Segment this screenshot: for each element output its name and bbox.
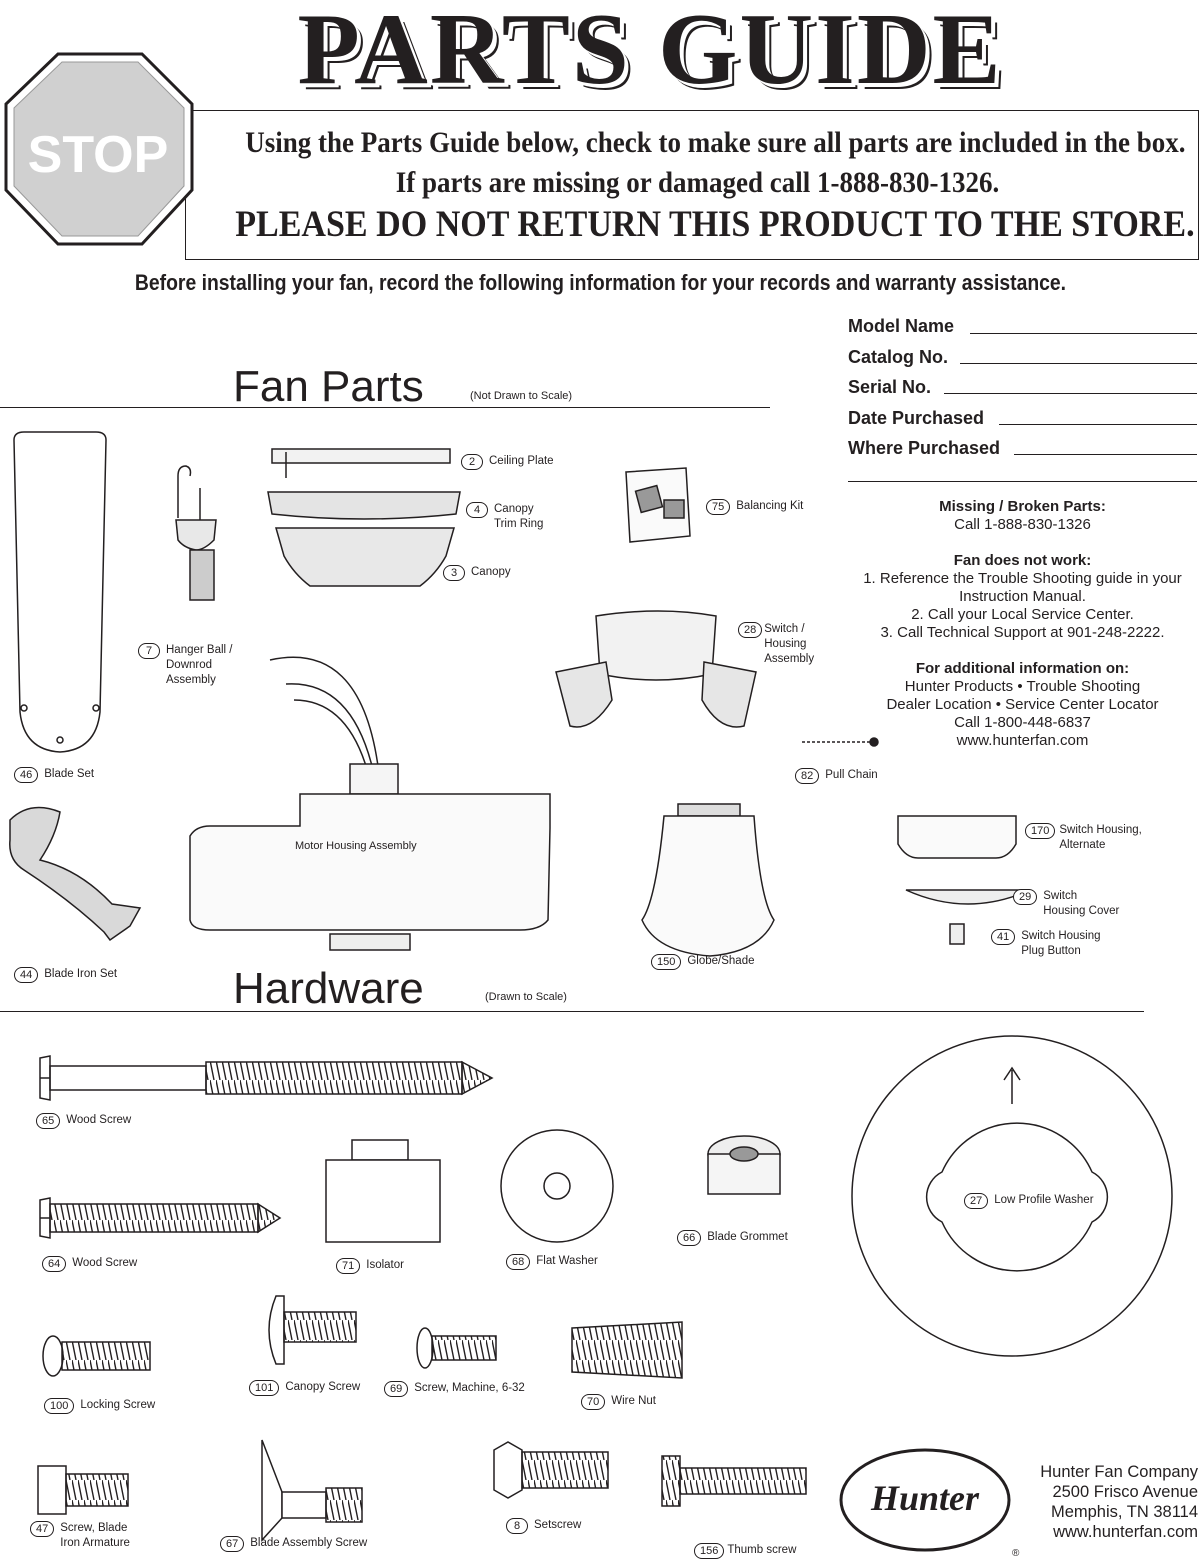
machine-screw-head xyxy=(417,1328,433,1368)
company-name: Hunter Fan Company xyxy=(1040,1463,1198,1481)
company-address xyxy=(1020,1462,1198,1542)
part-number: 28 xyxy=(738,622,762,638)
part-number: 29 xyxy=(1013,889,1037,905)
part-number: 67 xyxy=(220,1536,244,1552)
hw-machine-screw xyxy=(384,1381,525,1397)
warning-line-1: Using the Parts Guide below, check to make sure all parts are included in the box. xyxy=(245,126,1186,159)
hunter-logo-text: Hunter xyxy=(870,1478,980,1518)
info-3: Call 1-800-448-6837 xyxy=(954,714,1091,731)
part-number: 3 xyxy=(443,565,465,581)
part-label: Wood Screw xyxy=(72,1257,138,1269)
info-4: www.hunterfan.com xyxy=(956,732,1089,749)
wire-nut-drawing xyxy=(572,1322,682,1378)
part-label: Blade Set xyxy=(44,768,95,780)
hw-blade-grommet xyxy=(677,1230,788,1246)
hw-wood-screw-65 xyxy=(36,1113,131,1129)
part-label: Flat Washer xyxy=(536,1255,598,1267)
part-label: Screw, Machine, 6-32 xyxy=(414,1382,525,1394)
part-label: Screw, Blade Iron Armature xyxy=(60,1522,130,1549)
hw-setscrew xyxy=(506,1518,581,1534)
part-label: Wire Nut xyxy=(611,1395,656,1407)
part-label: Setscrew xyxy=(534,1519,582,1531)
part-number: 69 xyxy=(384,1381,408,1397)
part-label: Hanger Ball / Downrod Assembly xyxy=(166,644,233,686)
part-number: 2 xyxy=(461,454,483,470)
setscrew-head xyxy=(494,1442,522,1498)
info-2: Dealer Location • Service Center Locator xyxy=(886,696,1159,713)
part-label: Blade Assembly Screw xyxy=(250,1537,368,1549)
part-label: Isolator xyxy=(366,1259,404,1271)
part-number: 101 xyxy=(249,1380,279,1396)
wood-screw-65-shank xyxy=(50,1066,206,1090)
part-number: 82 xyxy=(795,768,819,784)
company-web[interactable]: www.hunterfan.com xyxy=(1053,1523,1198,1541)
part-number: 68 xyxy=(506,1254,530,1270)
notwork-1: 1. Reference the Trouble Shooting guide in your Instruction Manual. xyxy=(863,570,1182,605)
info-1: Hunter Products • Trouble Shooting xyxy=(904,678,1141,695)
hw-blade-iron-screw xyxy=(30,1521,130,1551)
company-street: 2500 Frisco Avenue xyxy=(1052,1483,1198,1501)
part-number: 170 xyxy=(1025,823,1055,839)
fan-parts-note: (Not Drawn to Scale) xyxy=(470,390,573,402)
part-number: 71 xyxy=(336,1258,360,1274)
part-label: Switch Housing Cover xyxy=(1043,890,1120,917)
canopy-screw-head xyxy=(269,1296,284,1364)
part-label: Thumb screw xyxy=(727,1544,797,1556)
part-number: 4 xyxy=(466,502,488,518)
locking-screw-head xyxy=(43,1336,63,1376)
serial-no-label: Serial No. xyxy=(848,377,932,397)
hw-canopy-screw xyxy=(249,1380,360,1396)
info-title: For additional information on: xyxy=(915,660,1130,677)
part-label: Pull Chain xyxy=(825,769,878,781)
part-number: 65 xyxy=(36,1113,60,1129)
warning-line-3: PLEASE DO NOT RETURN THIS PRODUCT TO THE STORE. xyxy=(235,204,1195,245)
hw-wood-screw-64 xyxy=(42,1256,137,1272)
part-number: 27 xyxy=(964,1193,988,1209)
flat-washer-drawing xyxy=(501,1130,613,1242)
company-city: Memphis, TN 38114 xyxy=(1050,1503,1198,1521)
part-label: Canopy Trim Ring xyxy=(494,503,544,530)
date-purchased-label: Date Purchased xyxy=(848,408,985,428)
part-number: 75 xyxy=(706,499,730,515)
thumb-screw-head xyxy=(662,1456,680,1506)
missing-title: Missing / Broken Parts: xyxy=(939,498,1106,515)
part-label: Canopy xyxy=(471,566,511,578)
hw-low-profile-washer xyxy=(964,1193,1094,1209)
hw-wire-nut xyxy=(581,1394,656,1410)
record-note: Before installing your fan, record the following information for your records and warranty assistance. xyxy=(134,270,1067,295)
part-label: Balancing Kit xyxy=(736,500,804,512)
part-label: Canopy Screw xyxy=(285,1381,361,1393)
catalog-no-label: Catalog No. xyxy=(848,347,949,367)
part-number: 100 xyxy=(44,1398,74,1414)
part-label: Blade Iron Set xyxy=(44,968,118,980)
hardware-note: (Drawn to Scale) xyxy=(485,991,567,1003)
notwork-title: Fan does not work: xyxy=(953,552,1092,569)
isolator-drawing xyxy=(352,1140,408,1160)
part-label: Locking Screw xyxy=(80,1399,156,1411)
hardware-title: Hardware xyxy=(233,964,424,1013)
part-number: 8 xyxy=(506,1518,528,1534)
part-label: Low Profile Washer xyxy=(994,1194,1094,1206)
hw-thumb-screw xyxy=(694,1543,796,1559)
part-number: 41 xyxy=(991,929,1015,945)
part-label: Switch Housing Plug Button xyxy=(1021,930,1101,957)
part-number: 7 xyxy=(138,643,160,659)
part-number: 66 xyxy=(677,1230,701,1246)
warning-line-2: If parts are missing or damaged call 1-888-830-1326. xyxy=(395,166,1000,199)
part-number: 150 xyxy=(651,954,681,970)
hw-locking-screw xyxy=(44,1398,155,1414)
part-number: 64 xyxy=(42,1256,66,1272)
blade-assembly-screw xyxy=(262,1440,282,1540)
missing-text: Call 1-888-830-1326 xyxy=(954,516,1091,533)
part-label: Ceiling Plate xyxy=(489,455,554,467)
part-number: 70 xyxy=(581,1394,605,1410)
notwork-3: 3. Call Technical Support at 901-248-2222. xyxy=(880,624,1165,641)
notwork-2: 2. Call your Local Service Center. xyxy=(911,606,1134,623)
stop-sign-text: STOP xyxy=(27,126,169,184)
hw-blade-assembly-screw xyxy=(220,1536,367,1552)
blade-iron-screw-head xyxy=(38,1466,66,1514)
fan-parts-title: Fan Parts xyxy=(233,362,424,411)
part-number: 46 xyxy=(14,767,38,783)
part-label: Switch Housing, Alternate xyxy=(1059,824,1142,851)
part-label: Switch / Housing Assembly xyxy=(764,623,815,665)
part-number: 44 xyxy=(14,967,38,983)
part-label: Globe/Shade xyxy=(687,955,755,967)
hw-isolator xyxy=(336,1258,404,1274)
hunter-reg-mark: ® xyxy=(1012,1548,1020,1559)
hw-flat-washer xyxy=(506,1254,598,1270)
part-number: 47 xyxy=(30,1521,54,1537)
part-label: Wood Screw xyxy=(66,1114,132,1126)
where-purchased-label: Where Purchased xyxy=(848,438,1001,458)
motor-housing-label: Motor Housing Assembly xyxy=(295,840,417,852)
part-number: 156 xyxy=(694,1543,724,1559)
part-label: Blade Grommet xyxy=(707,1231,788,1243)
page-title: PARTS GUIDE xyxy=(297,0,1003,106)
model-name-label: Model Name xyxy=(848,316,955,336)
